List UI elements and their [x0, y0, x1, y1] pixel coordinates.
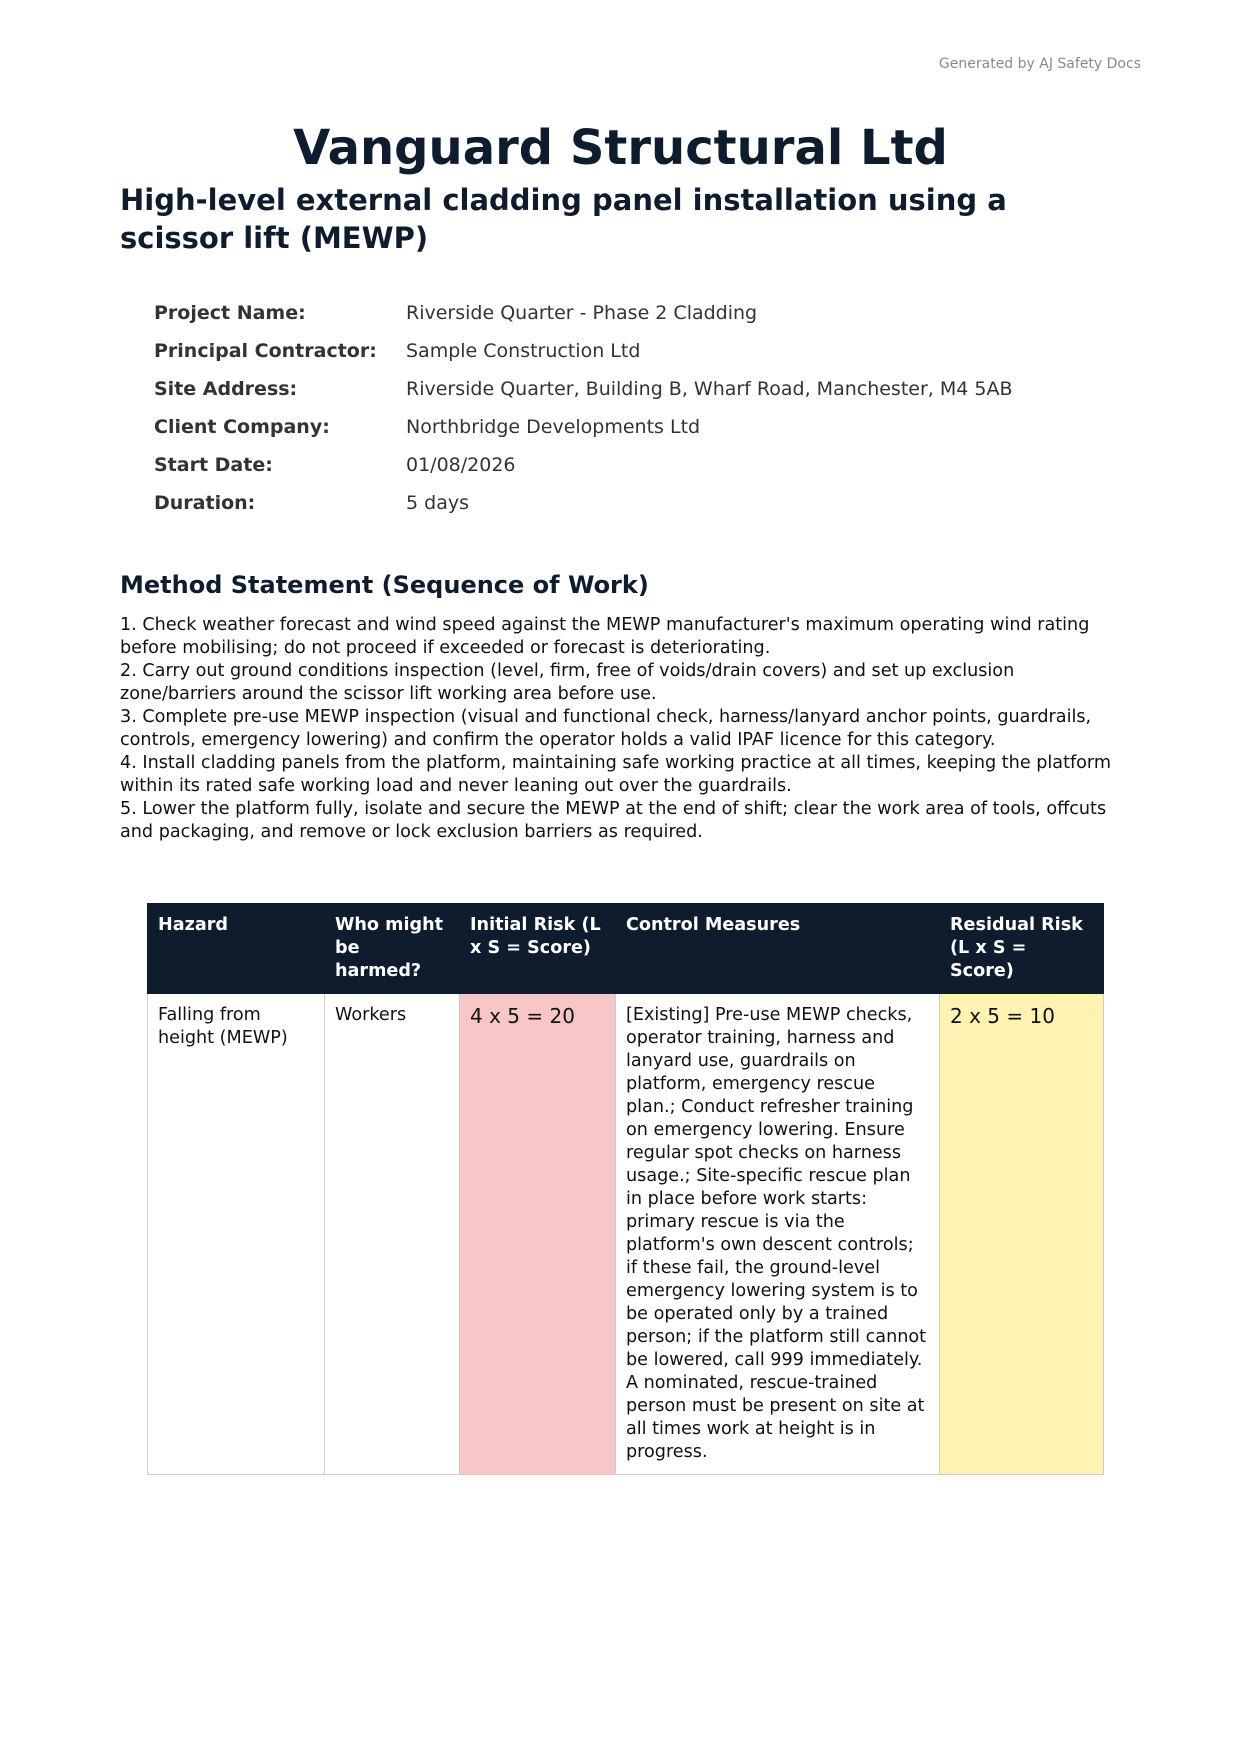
who-harmed-cell: Workers	[325, 994, 460, 1475]
principal-contractor-value: Sample Construction Ltd	[406, 340, 641, 362]
initial-risk-cell: 4 x 5 = 20	[460, 994, 616, 1475]
client-company-label: Client Company:	[154, 416, 330, 438]
header-who-harmed: Who might be harmed?	[325, 904, 460, 994]
project-name-value: Riverside Quarter - Phase 2 Cladding	[406, 302, 758, 324]
method-step: 4. Install cladding panels from the platform, maintaining safe working practice at all times, keeping the platform within its rated safe working load and never leaning out over the guardrails.	[120, 753, 1111, 796]
project-info-row	[154, 294, 1013, 332]
method-step: 2. Carry out ground conditions inspection (level, firm, free of voids/drain covers) and set up exclusion zone/barriers around the scissor lift working area before use.	[120, 661, 1015, 704]
hazard-cell: Falling from height (MEWP)	[148, 994, 325, 1475]
table-row	[148, 994, 1104, 1475]
method-step: 1. Check weather forecast and wind speed against the MEWP manufacturer's maximum operating wind rating before mobilising; do not proceed if exceeded or forecast is deteriorating.	[120, 615, 1090, 658]
project-info-row	[154, 484, 1013, 522]
project-info-row	[154, 332, 1013, 370]
control-measures-cell: [Existing] Pre-use MEWP checks, operator training, harness and lanyard use, guardrails on platform, emergency rescue plan.; Conduct refresher training on emergency lowering. Ensure regular spot checks on harness usage.; Site-specific rescue plan in place before work starts: primary rescue is via the platform's own descent controls; if these fail, the ground-level emergency lowering system is to be operated only by a trained person; if the platform still cannot be lowered, call 999 immediately. A nominated, rescue-trained person must be present on site at all times work at height is in progress.	[616, 994, 940, 1475]
project-info-row	[154, 370, 1013, 408]
project-name-label: Project Name:	[154, 302, 306, 324]
method-step: 5. Lower the platform fully, isolate and secure the MEWP at the end of shift; clear the work area of tools, offcuts and packaging, and remove or lock exclusion barriers as required.	[120, 799, 1107, 842]
document-subtitle: High-level external cladding panel installation using a scissor lift (MEWP)	[120, 183, 1007, 255]
start-date-label: Start Date:	[154, 454, 273, 476]
table-header-row	[148, 904, 1104, 994]
header-control-measures: Control Measures	[616, 904, 940, 994]
client-company-value: Northbridge Developments Ltd	[406, 416, 701, 438]
method-step: 3. Complete pre-use MEWP inspection (visual and functional check, harness/lanyard anchor points, guardrails, controls, emergency lowering) and confirm the operator holds a valid IPAF licence for this category.	[120, 707, 1092, 750]
generated-by-note: Generated by AJ Safety Docs	[938, 56, 1141, 72]
header-hazard: Hazard	[148, 904, 325, 994]
principal-contractor-label: Principal Contractor:	[154, 340, 377, 362]
residual-risk-cell: 2 x 5 = 10	[940, 994, 1104, 1475]
method-statement-heading: Method Statement (Sequence of Work)	[120, 571, 649, 599]
site-address-value: Riverside Quarter, Building B, Wharf Road, Manchester, M4 5AB	[406, 378, 1013, 400]
project-info-row	[154, 408, 1013, 446]
method-statement-steps	[120, 614, 1120, 844]
project-info	[154, 294, 1013, 522]
company-title: Vanguard Structural Ltd	[293, 120, 948, 176]
duration-label: Duration:	[154, 492, 256, 514]
header-initial-risk: Initial Risk (L x S = Score)	[460, 904, 616, 994]
risk-assessment-table	[147, 903, 1104, 1475]
header-residual-risk: Residual Risk (L x S = Score)	[940, 904, 1104, 994]
duration-value: 5 days	[406, 492, 469, 514]
site-address-label: Site Address:	[154, 378, 298, 400]
project-info-row	[154, 446, 1013, 484]
start-date-value: 01/08/2026	[406, 454, 516, 476]
